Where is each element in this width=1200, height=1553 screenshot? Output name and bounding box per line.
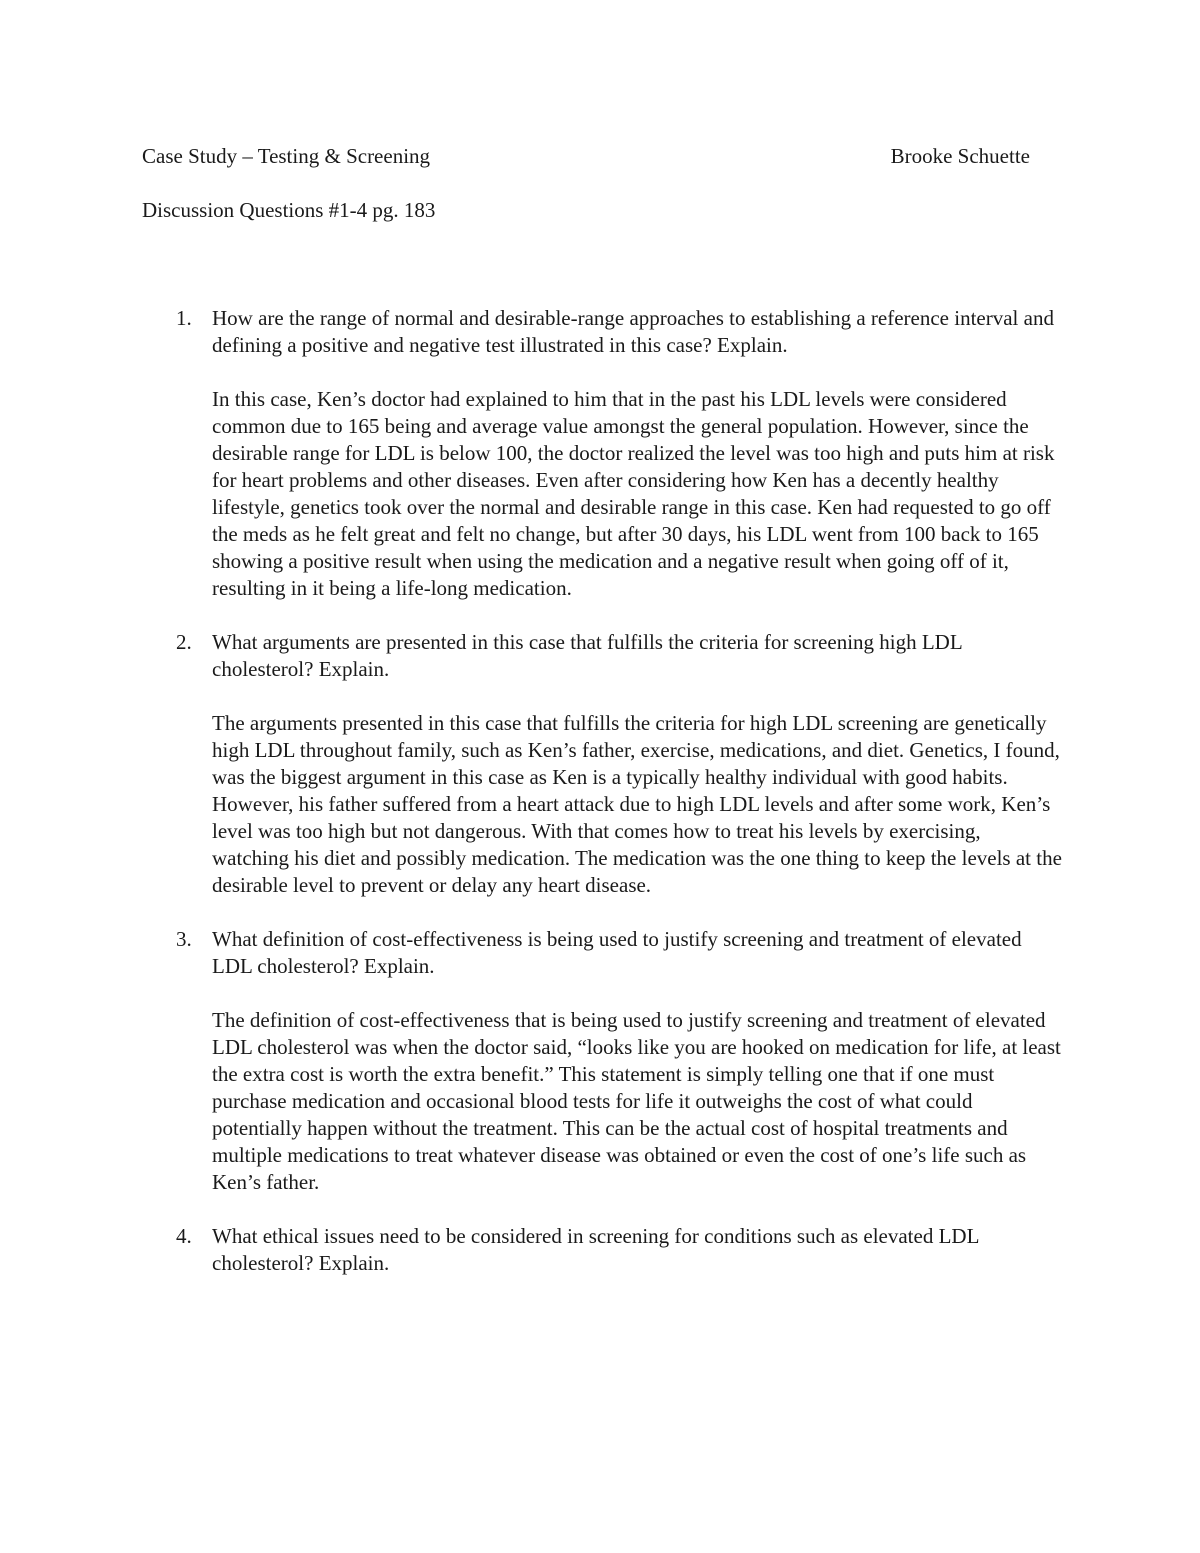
question-text: What ethical issues need to be considered in screening for conditions such as elevated LDL cholesterol? Explain. <box>212 1224 979 1275</box>
answer-text: In this case, Ken’s doctor had explained to him that in the past his LDL levels were considered common due to 165 being and average value amongst the general population. However, since the desirable range for LDL is below 100, the doctor realized the level was too high and puts him at risk for heart problems and other diseases. Even after considering how Ken has a decently healthy lifestyle, genetics took over the normal and desirable range in this case. Ken had requested to go off the meds as he felt great and felt no change, but after 30 days, his LDL went from 100 back to 165 showing a positive result when using the medication and a negative result when going off of it, resulting in it being a life-long medication. <box>212 387 1055 600</box>
document-title: Case Study – Testing & Screening <box>142 144 431 168</box>
question-text: What definition of cost-effectiveness is being used to justify screening and treatment of elevated LDL cholesterol? Explain. <box>212 927 1022 978</box>
question-text: What arguments are presented in this case that fulfills the criteria for screening high LDL cholesterol? Explain. <box>212 630 962 681</box>
question-number: 3. <box>176 927 192 951</box>
question-number: 2. <box>176 630 192 654</box>
document-subheader: Discussion Questions #1-4 pg. 183 <box>142 198 436 222</box>
answer-text: The arguments presented in this case that fulfills the criteria for high LDL screening are genetically high LDL throughout family, such as Ken’s father, exercise, medications, and diet. Genetics, I found, was the biggest argument in this case as Ken is a typically healthy individual with good habits. However, his father suffered from a heart attack due to high LDL levels and after some work, Ken’s level was too high but not dangerous. With that comes how to treat his levels by exercising, watching his diet and possibly medication. The medication was the one thing to keep the levels at the desirable level to prevent or delay any heart disease. <box>212 711 1062 897</box>
question-number: 1. <box>176 306 192 330</box>
question-item <box>142 305 1062 602</box>
question-item <box>142 629 1062 899</box>
question-number: 4. <box>176 1224 192 1248</box>
question-item <box>142 926 1062 1196</box>
question-text: How are the range of normal and desirable-range approaches to establishing a reference interval and defining a positive and negative test illustrated in this case? Explain. <box>212 306 1054 357</box>
author-name: Brooke Schuette <box>890 144 1030 168</box>
question-list <box>142 305 1062 1304</box>
question-item <box>142 1223 1062 1277</box>
answer-text: The definition of cost-effectiveness that is being used to justify screening and treatment of elevated LDL cholesterol was when the doctor said, “looks like you are hooked on medication for life, at least the extra cost is worth the extra benefit.” This statement is simply telling one that if one must purchase medication and occasional blood tests for life it outweighs the cost of what could potentially happen without the treatment. This can be the actual cost of hospital treatments and multiple medications to treat whatever disease was obtained or even the cost of one’s life such as Ken’s father. <box>212 1008 1061 1194</box>
